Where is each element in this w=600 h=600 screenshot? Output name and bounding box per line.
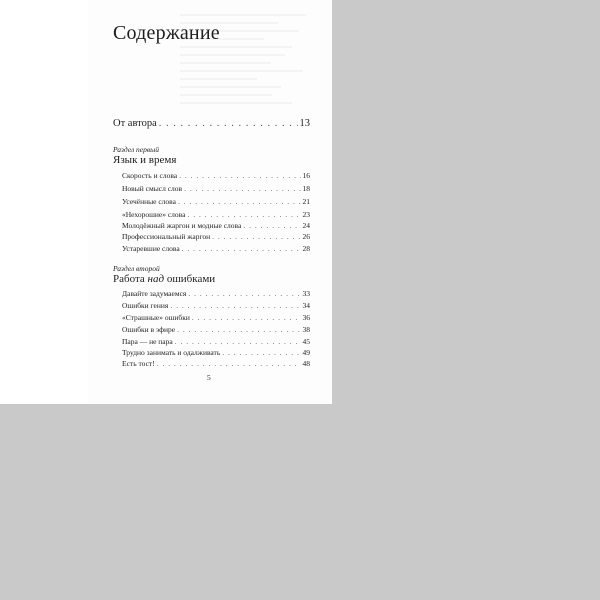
toc-entry-label: Профессиональный жаргон	[122, 232, 211, 241]
toc-entry-label: От автора	[113, 118, 157, 129]
toc-entry-page: 13	[299, 118, 310, 129]
toc-entry-page: 36	[302, 313, 310, 322]
leader-dots	[175, 337, 301, 347]
toc-entry-label: Трудно занимать и одалживать	[122, 348, 221, 357]
toc-entry[interactable]	[122, 325, 310, 335]
toc-entry-label: Устаревшие слова	[122, 244, 180, 253]
leader-dots	[177, 325, 300, 335]
toc-entry[interactable]	[122, 244, 310, 254]
toc-entry-label: Новый смысл слов	[122, 184, 183, 193]
leader-dots	[212, 232, 300, 242]
toc-entry[interactable]	[122, 359, 310, 369]
leader-dots	[243, 221, 300, 231]
leader-dots	[187, 210, 300, 220]
toc-entry-page: 24	[302, 221, 310, 230]
toc-entry-page: 28	[302, 244, 310, 253]
toc-entry-page: 23	[302, 210, 310, 219]
toc-entry-page: 45	[302, 337, 310, 346]
toc-entry[interactable]	[122, 171, 310, 181]
toc-entry-label: Пара — не пара	[122, 337, 173, 346]
toc-entry-page: 33	[302, 289, 310, 298]
section-title	[113, 273, 215, 285]
toc-entry-page: 18	[302, 184, 310, 193]
section-title: Язык и время	[113, 154, 177, 166]
toc-entry[interactable]	[122, 348, 310, 358]
page-number: 5	[207, 373, 211, 382]
toc-entry-page: 26	[302, 232, 310, 241]
toc-entry-label: Скорость и слова	[122, 171, 178, 180]
toc-entry[interactable]	[122, 197, 310, 207]
toc-entry[interactable]	[122, 301, 310, 311]
toc-entry-label: «Нехорошие» слова	[122, 210, 186, 219]
toc-entry-label: Усечённые слова	[122, 197, 176, 206]
toc-entry-page: 21	[302, 197, 310, 206]
toc-entry[interactable]	[122, 210, 310, 220]
toc-entry[interactable]	[122, 184, 310, 194]
section-title-emphasis: над	[147, 273, 165, 285]
leader-dots	[159, 117, 298, 130]
toc-entry[interactable]	[122, 221, 310, 231]
toc-entry-label: Ошибки в эфире	[122, 325, 176, 334]
background-panel-bottom	[0, 404, 600, 600]
toc-entry-page: 16	[302, 171, 310, 180]
toc-entry[interactable]	[122, 337, 310, 347]
toc-entry-intro[interactable]	[113, 117, 310, 130]
leader-dots	[178, 197, 301, 207]
toc-entry[interactable]	[122, 232, 310, 242]
toc-entry-page: 48	[302, 359, 310, 368]
toc-entry-page: 38	[302, 325, 310, 334]
toc-entry-label: Ошибки гения	[122, 301, 169, 310]
toc-entry-page: 34	[302, 301, 310, 310]
leader-dots	[182, 244, 301, 254]
toc-entry-label: Есть тост!	[122, 359, 155, 368]
section-label: Раздел первый	[113, 145, 159, 154]
section-title-part: ошибками	[164, 273, 216, 285]
toc-entry-page: 49	[302, 348, 310, 357]
section-title-part: Работа	[113, 273, 148, 285]
toc-entry[interactable]	[122, 289, 310, 299]
leader-dots	[192, 313, 301, 323]
toc-entry-label: Молодёжный жаргон и модные слова	[122, 221, 242, 230]
leader-dots	[188, 289, 300, 299]
leader-dots	[222, 348, 300, 358]
leader-dots	[184, 184, 300, 194]
toc-entry-label: Давайте задумаемся	[122, 289, 187, 298]
toc-entry[interactable]	[122, 313, 310, 323]
toc-entry-label: «Страшные» ошибки	[122, 313, 190, 322]
section-label: Раздел второй	[113, 264, 160, 273]
leader-dots	[179, 171, 300, 181]
toc-title: Содержание	[113, 22, 220, 44]
leader-dots	[170, 301, 300, 311]
leader-dots	[157, 359, 301, 369]
